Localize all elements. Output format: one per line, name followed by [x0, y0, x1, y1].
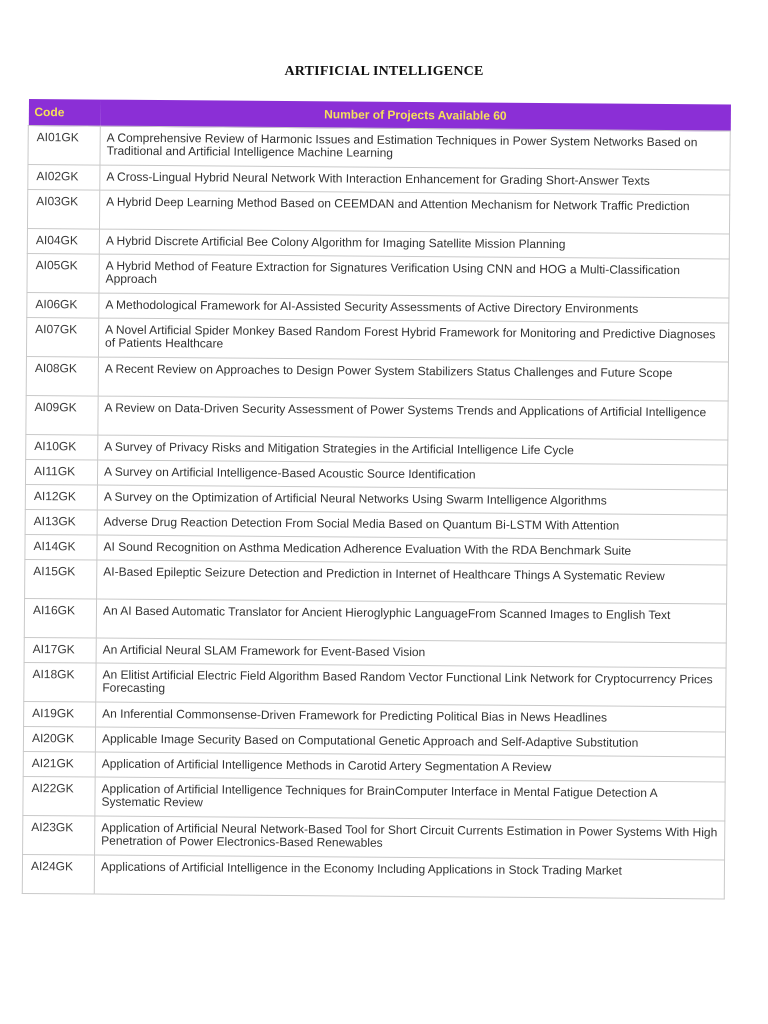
project-code: AI07GK	[26, 317, 98, 357]
project-title: A Hybrid Deep Learning Method Based on CEEMDAN and Attention Mechanism for Network Traffic Prediction	[99, 190, 729, 234]
project-code: AI18GK	[24, 662, 96, 702]
projects-table	[22, 99, 731, 899]
table-row	[25, 559, 727, 604]
project-code: AI11GK	[25, 459, 97, 485]
table-row	[23, 776, 725, 821]
project-title: A Survey of Privacy Risks and Mitigation Strategies in the Artificial Intelligence Life Cycle	[98, 435, 728, 465]
column-header-projects-available: Number of Projects Available 60	[100, 100, 730, 131]
project-title: Application of Artificial Intelligence Techniques for BrainComputer Interface in Mental Fatigue Detection A Systematic Review	[95, 777, 725, 821]
project-code: AI06GK	[27, 292, 99, 318]
project-title: A Hybrid Discrete Artificial Bee Colony Algorithm for Imaging Satellite Mission Planning	[99, 229, 729, 259]
table-row	[23, 815, 725, 860]
project-title: An AI Based Automatic Translator for Ancient Hieroglyphic LanguageFrom Scanned Images to English Text	[96, 599, 726, 643]
project-title: AI Sound Recognition on Asthma Medication Adherence Evaluation With the RDA Benchmark Suite	[97, 535, 727, 565]
document-title: ARTIFICIAL INTELLIGENCE	[284, 64, 484, 79]
column-header-code: Code	[28, 99, 100, 126]
project-code: AI15GK	[25, 559, 97, 599]
project-title: A Hybrid Method of Feature Extraction for Signatures Verification Using CNN and HOG a Multi-Classification Approach	[99, 254, 729, 298]
table-row	[27, 190, 729, 235]
project-title: A Review on Data-Driven Security Assessment of Power Systems Trends and Applications of Artificial Intelligence	[98, 396, 728, 440]
project-code: AI24GK	[22, 854, 94, 894]
table-row	[24, 598, 726, 643]
project-code: AI20GK	[23, 726, 95, 752]
project-code: AI17GK	[24, 637, 96, 663]
project-code: AI01GK	[28, 126, 100, 166]
table-row	[26, 356, 728, 401]
table-row	[22, 854, 724, 899]
project-title: A Cross-Lingual Hybrid Neural Network With Interaction Enhancement for Grading Short-Answer Texts	[100, 165, 730, 195]
project-title: A Survey on the Optimization of Artificial Neural Networks Using Swarm Intelligence Algorithms	[97, 485, 727, 515]
table-row	[26, 317, 728, 362]
project-code: AI22GK	[23, 776, 95, 816]
table-row	[26, 395, 728, 440]
project-title: Applications of Artificial Intelligence in the Economy Including Applications in Stock Trading Market	[94, 855, 724, 899]
project-title: Application of Artificial Intelligence Methods in Carotid Artery Segmentation A Review	[95, 752, 725, 782]
project-title: A Novel Artificial Spider Monkey Based Random Forest Hybrid Framework for Monitoring and Predictive Diagnoses of Patients Healthcare	[98, 318, 728, 362]
table-row	[27, 253, 729, 298]
table-row	[28, 126, 730, 171]
project-code: AI14GK	[25, 534, 97, 560]
project-title: A Methodological Framework for AI-Assisted Security Assessments of Active Directory Environments	[99, 293, 729, 323]
project-title: A Survey on Artificial Intelligence-Based Acoustic Source Identification	[97, 460, 727, 490]
project-title: AI-Based Epileptic Seizure Detection and Prediction in Internet of Healthcare Things A Systematic Review	[97, 560, 727, 604]
project-title: An Artificial Neural SLAM Framework for Event-Based Vision	[96, 638, 726, 668]
project-code: AI05GK	[27, 253, 99, 293]
project-title: An Inferential Commonsense-Driven Framework for Predicting Political Bias in News Headlines	[96, 702, 726, 732]
project-code: AI19GK	[24, 701, 96, 727]
project-title: Applicable Image Security Based on Computational Genetic Approach and Self-Adaptive Substitution	[95, 727, 725, 757]
project-title: An Elitist Artificial Electric Field Algorithm Based Random Vector Functional Link Network for Cryptocurrency Prices Forecasting	[96, 663, 726, 707]
project-title: A Recent Review on Approaches to Design Power System Stabilizers Status Challenges and Future Scope	[98, 357, 728, 401]
project-title: A Comprehensive Review of Harmonic Issues and Estimation Techniques in Power System Networks Based on Traditional and Artificial Intelligence Machine Learning	[100, 126, 730, 170]
project-code: AI21GK	[23, 751, 95, 777]
project-code: AI09GK	[26, 395, 98, 435]
table-row	[24, 662, 726, 707]
project-title: Adverse Drug Reaction Detection From Social Media Based on Quantum Bi-LSTM With Attention	[97, 510, 727, 540]
project-code: AI08GK	[26, 356, 98, 396]
project-code: AI13GK	[25, 509, 97, 535]
project-code: AI02GK	[28, 165, 100, 191]
project-code: AI10GK	[26, 434, 98, 460]
project-code: AI12GK	[25, 484, 97, 510]
project-code: AI04GK	[27, 228, 99, 254]
project-code: AI03GK	[27, 190, 99, 230]
project-code: AI16GK	[24, 598, 96, 638]
project-code: AI23GK	[23, 815, 95, 855]
project-title: Application of Artificial Neural Network-Based Tool for Short Circuit Currents Estimation in Power Systems With High Penetration of Power Electronics-Based Renewables	[95, 816, 725, 860]
